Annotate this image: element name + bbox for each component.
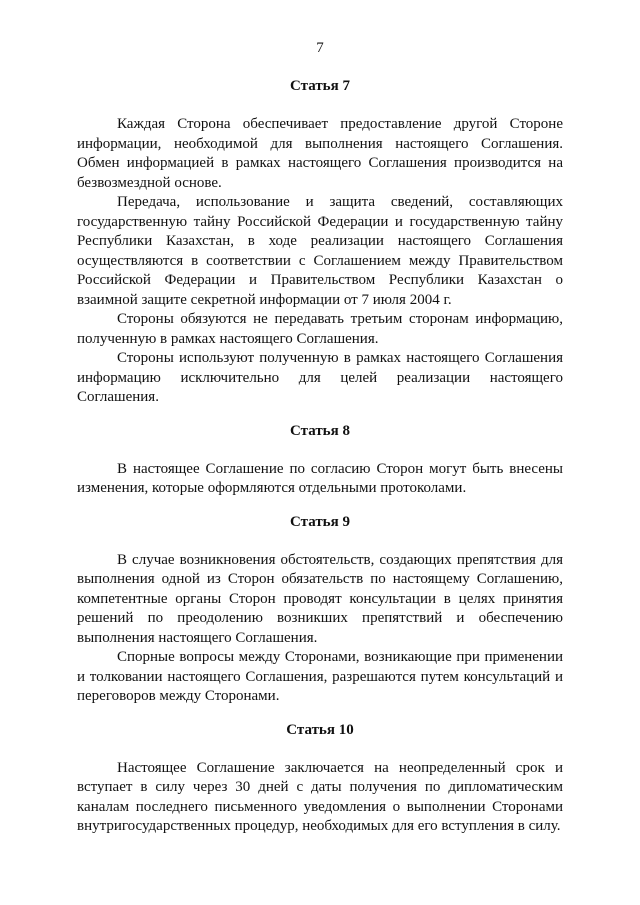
paragraph: В настоящее Соглашение по согласию Сторон могут быть внесены изменения, которые оформляются отдельными протоколами. xyxy=(77,460,563,496)
article-7 xyxy=(77,77,563,408)
paragraph: Каждая Сторона обеспечивает предоставление другой Стороне информации, необходимой для выполнения настоящего Соглашения. Обмен информацией в рамках настоящего Соглашения производится на безвозмездной основе. xyxy=(77,116,563,191)
paragraph: Стороны используют полученную в рамках настоящего Соглашения информацию исключительно для целей реализации настоящего Соглашения. xyxy=(77,350,563,405)
paragraph: Стороны обязуются не передавать третьим сторонам информацию, полученную в рамках настоящего Соглашения. xyxy=(77,311,563,347)
paragraph: Передача, использование и защита сведений, составляющих государственную тайну Российской Федерации и государственную тайну Республики Казахстан, в ходе реализации настоящего Соглашения осуществляются в соответствии с Соглашением между Правительством Российской Федерации и Правительством Республики Казахстан о взаимной защите секретной информации от 7 июля 2004 г. xyxy=(77,194,563,308)
paragraph: В случае возникновения обстоятельств, создающих препятствия для выполнения одной из Сторон обязательств по настоящему Соглашению, компетентные органы Сторон проводят консультации в целях принятия решений по преодолению возникших препятствий и обеспечению выполнения настоящего Соглашения. xyxy=(77,551,563,646)
paragraph: Настоящее Соглашение заключается на неопределенный срок и вступает в силу через 30 дней с даты получения по дипломатическим каналам последнего письменного уведомления о выполнении Сторонами внутригосударственных процедур, необходимых для его вступления в силу. xyxy=(77,759,563,834)
document-body xyxy=(77,77,563,837)
page-number: 7 xyxy=(316,40,324,56)
article-10 xyxy=(77,721,563,837)
article-heading: Статья 7 xyxy=(290,78,350,94)
paragraph: Спорные вопросы между Сторонами, возникающие при применении и толковании настоящего Соглашения, разрешаются путем консультаций и переговоров между Сторонами. xyxy=(77,649,563,704)
article-9 xyxy=(77,513,563,707)
article-8 xyxy=(77,422,563,499)
article-heading: Статья 9 xyxy=(290,513,350,530)
article-heading: Статья 10 xyxy=(286,721,354,738)
article-heading: Статья 8 xyxy=(290,422,350,439)
